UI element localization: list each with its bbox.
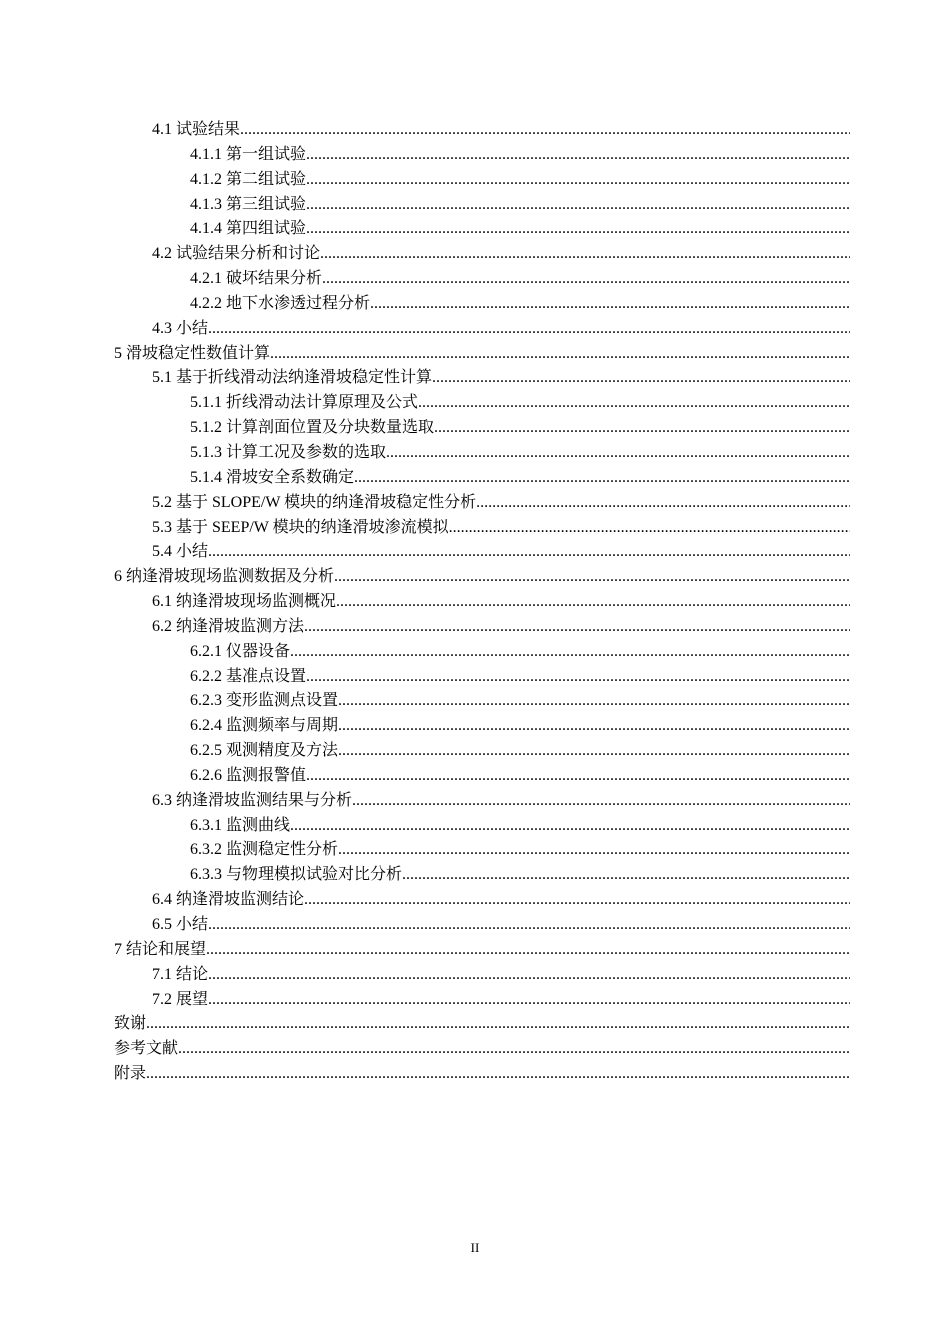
toc-entry-label: 6.2.2 基准点设置 [190,665,306,690]
toc-dot-leader [306,193,850,218]
toc-entry[interactable] [114,863,850,888]
toc-entry-label: 6.2 纳逢滑坡监测方法 [152,615,304,640]
toc-entry[interactable] [114,590,850,615]
toc-entry-label: 7.1 结论 [152,963,208,988]
toc-entry[interactable] [114,267,850,292]
toc-entry[interactable] [114,317,850,342]
toc-entry[interactable] [114,217,850,242]
toc-entry[interactable] [114,516,850,541]
toc-entry-label: 7.2 展望 [152,988,208,1013]
toc-entry-label: 4.1 试验结果 [152,118,240,143]
toc-entry[interactable] [114,118,850,143]
toc-entry[interactable] [114,1012,850,1037]
toc-entry-label: 参考文献 [114,1037,178,1062]
toc-entry[interactable] [114,491,850,516]
toc-entry-label: 4.3 小结 [152,317,208,342]
toc-dot-leader [208,913,850,938]
toc-dot-leader [270,342,850,367]
toc-entry-label: 5.1 基于折线滑动法纳逢滑坡稳定性计算 [152,366,432,391]
toc-entry-label: 7 结论和展望 [114,938,206,963]
toc-dot-leader [306,168,850,193]
toc-dot-leader [306,665,850,690]
toc-entry-label: 4.2.2 地下水渗透过程分析 [190,292,370,317]
toc-dot-leader [290,814,850,839]
toc-dot-leader [146,1062,850,1087]
toc-dot-leader [386,441,850,466]
toc-entry[interactable] [114,615,850,640]
toc-entry-label: 4.1.1 第一组试验 [190,143,306,168]
toc-entry[interactable] [114,640,850,665]
toc-dot-leader [418,391,850,416]
toc-entry[interactable] [114,838,850,863]
toc-dot-leader [208,988,850,1013]
toc-entry-label: 6.3.2 监测稳定性分析 [190,838,338,863]
toc-dot-leader [402,863,850,888]
toc-entry[interactable] [114,739,850,764]
toc-entry[interactable] [114,1037,850,1062]
toc-entry-label: 6.3.3 与物理模拟试验对比分析 [190,863,402,888]
toc-entry-label: 6.5 小结 [152,913,208,938]
toc-entry-label: 6.2.3 变形监测点设置 [190,689,338,714]
table-of-contents [114,118,850,1087]
toc-entry[interactable] [114,714,850,739]
toc-dot-leader [320,242,850,267]
toc-dot-leader [434,416,850,441]
toc-entry[interactable] [114,143,850,168]
toc-entry-label: 4.1.2 第二组试验 [190,168,306,193]
toc-dot-leader [336,590,850,615]
toc-dot-leader [146,1012,850,1037]
toc-dot-leader [322,267,850,292]
toc-dot-leader [449,516,850,541]
toc-entry[interactable] [114,292,850,317]
toc-entry[interactable] [114,913,850,938]
toc-entry-label: 6.3.1 监测曲线 [190,814,290,839]
toc-entry-label: 6 纳逢滑坡现场监测数据及分析 [114,565,334,590]
toc-entry-label: 6.2.6 监测报警值 [190,764,306,789]
toc-entry-label: 6.2.4 监测频率与周期 [190,714,338,739]
toc-entry[interactable] [114,938,850,963]
toc-dot-leader [240,118,850,143]
toc-entry[interactable] [114,665,850,690]
toc-entry-label: 5.4 小结 [152,540,208,565]
toc-entry-label: 6.2.5 观测精度及方法 [190,739,338,764]
toc-dot-leader [290,640,850,665]
toc-entry-label: 5.3 基于 SEEP/W 模块的纳逢滑坡渗流模拟 [152,516,449,541]
toc-dot-leader [208,540,850,565]
toc-entry[interactable] [114,963,850,988]
toc-dot-leader [208,963,850,988]
toc-entry-label: 致谢 [114,1012,146,1037]
toc-entry[interactable] [114,888,850,913]
page-number: II [470,1240,480,1255]
toc-entry-label: 4.1.3 第三组试验 [190,193,306,218]
toc-dot-leader [370,292,850,317]
toc-dot-leader [306,143,850,168]
toc-dot-leader [208,317,850,342]
toc-entry[interactable] [114,366,850,391]
toc-entry[interactable] [114,342,850,367]
toc-dot-leader [306,217,850,242]
toc-entry[interactable] [114,168,850,193]
toc-entry[interactable] [114,565,850,590]
toc-entry[interactable] [114,466,850,491]
toc-entry-label: 5.2 基于 SLOPE/W 模块的纳逢滑坡稳定性分析 [152,491,476,516]
toc-entry-label: 5.1.2 计算剖面位置及分块数量选取 [190,416,434,441]
toc-entry[interactable] [114,764,850,789]
toc-entry[interactable] [114,689,850,714]
toc-dot-leader [338,714,850,739]
toc-entry-label: 5.1.1 折线滑动法计算原理及公式 [190,391,418,416]
toc-entry-label: 6.2.1 仪器设备 [190,640,290,665]
toc-dot-leader [354,466,850,491]
toc-entry-label: 6.4 纳逢滑坡监测结论 [152,888,304,913]
toc-entry-label: 5.1.3 计算工况及参数的选取 [190,441,386,466]
toc-entry-label: 6.1 纳逢滑坡现场监测概况 [152,590,336,615]
toc-dot-leader [304,888,850,913]
toc-entry-label: 附录 [114,1062,146,1087]
toc-entry-label: 6.3 纳逢滑坡监测结果与分析 [152,789,352,814]
toc-dot-leader [338,689,850,714]
toc-dot-leader [476,491,850,516]
toc-entry[interactable] [114,391,850,416]
toc-dot-leader [306,764,850,789]
toc-entry[interactable] [114,441,850,466]
toc-entry-label: 5.1.4 滑坡安全系数确定 [190,466,354,491]
toc-dot-leader [334,565,850,590]
toc-entry-label: 4.1.4 第四组试验 [190,217,306,242]
toc-entry-label: 5 滑坡稳定性数值计算 [114,342,270,367]
toc-entry-label: 4.2 试验结果分析和讨论 [152,242,320,267]
toc-entry[interactable] [114,1062,850,1087]
toc-dot-leader [206,938,850,963]
toc-entry[interactable] [114,988,850,1013]
toc-dot-leader [338,838,850,863]
toc-dot-leader [432,366,850,391]
toc-dot-leader [304,615,850,640]
toc-entry-label: 4.2.1 破坏结果分析 [190,267,322,292]
toc-entry[interactable] [114,540,850,565]
toc-entry[interactable] [114,814,850,839]
toc-entry[interactable] [114,242,850,267]
toc-dot-leader [352,789,850,814]
toc-dot-leader [338,739,850,764]
toc-dot-leader [178,1037,850,1062]
toc-entry[interactable] [114,193,850,218]
toc-entry[interactable] [114,789,850,814]
toc-entry[interactable] [114,416,850,441]
